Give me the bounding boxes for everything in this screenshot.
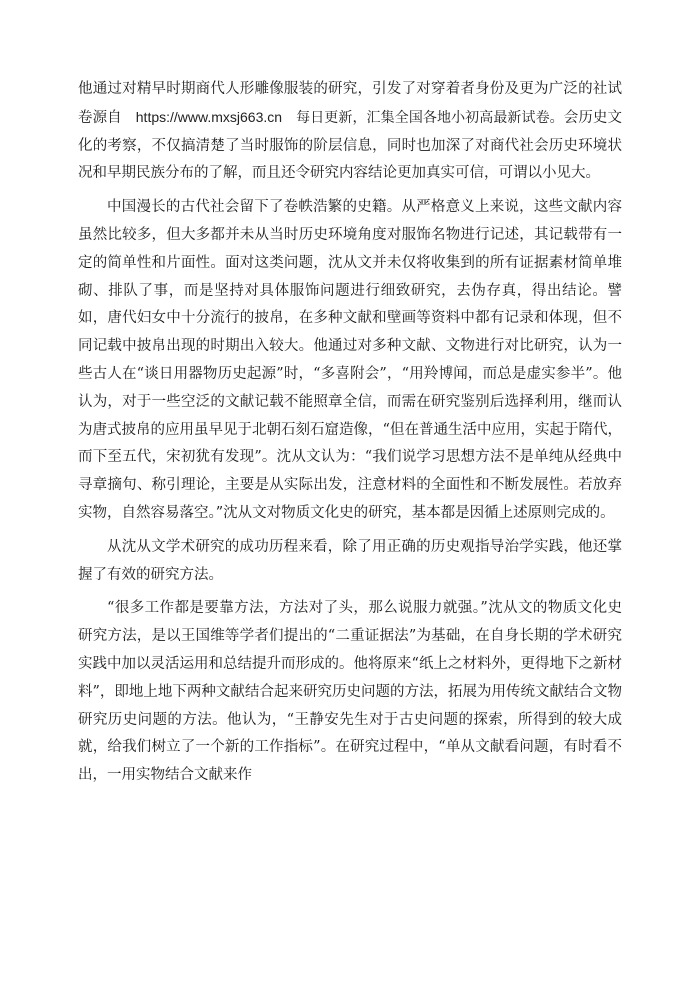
- paragraph-2: 中国漫长的古代社会留下了卷帙浩繁的史籍。从严格意义上来说，这些文献内容虽然比较多，但大多都并未从当时历史环境角度对服饰名物进行记述，其记载带有一定的简单性和片面性。面对这类问题，沈从文并未仅将收集到的所有证据素材简单堆砌、排队了事，而是坚持对具体服饰问题进行细致研究，去伪存真，得出结论。譬如，唐代妇女中十分流行的披帛，在多种文献和壁画等资料中都有记录和体现，但不同记载中披帛出现的时期出入较大。他通过对多种文献、文物进行对比研究，认为一些古人在“谈日用器物历史起源”时，“多喜附会”，“用羚博闻，而总是虚实参半”。他认为，对于一些空泛的文献记载不能照章全信，而需在研究鉴别后选择利用，继而认为唐式披帛的应用虽早见于北朝石刻石窟造像，“但在普通生活中应用，实起于隋代，而下至五代，宋初犹有发现”。沈从文认为：“我们说学习思想方法不是单纯从经典中寻章摘句、称引理论，主要是从实际出发，注意材料的全面性和不断发展性。若放弃实物，自然容易落空。”沈从文对物质文化史的研究，基本都是因循上述原则完成的。: [78, 199, 622, 521]
- article-body: [78, 76, 622, 790]
- paragraph-1: [78, 76, 622, 188]
- watermark-link[interactable]: https://www.mxsj663.cn: [135, 108, 283, 125]
- paragraph-4: “很多工作都是要靠方法，方法对了头，那么说服力就强。”沈从文的物质文化史研究方法，是以王国维等学者们提出的“二重证据法”为基础，在自身长期的学术研究实践中加以灵活运用和总结提升而形成的。他将原来“纸上之材料外，更得地下之新材料”，即地上地下两种文献结合起来研究历史问题的方法，拓展为用传统文献结合文物研究历史问题的方法。他认为，“王静安先生对于古史问题的探索，所得到的较大成就，给我们树立了一个新的工作指标”。在研究过程中，“单从文献看问题，有时看不出，一用实物结合文献来作: [78, 600, 622, 784]
- watermark-text: 每日更新，汇集全国各地小初高最新试卷。: [296, 108, 564, 125]
- paragraph-1-text-after: 会历史文化的考察，不仅搞清楚了当时服饰的阶层信息，同时也加深了对商代社会历史环境状况和早期民族分布的了解，而且还令研究内容结论更加真实可信，可谓以小见大。: [78, 109, 623, 182]
- paragraph-1-text-before: 他通过对精早时期商代人形雕像服装的研究，引发了对穿着者身份及更为广泛的社试卷源自: [78, 81, 622, 126]
- paragraph-3: 从沈从文学术研究的成功历程来看，除了用正确的历史观指导治学实践，他还掌握了有效的研究方法。: [78, 538, 622, 583]
